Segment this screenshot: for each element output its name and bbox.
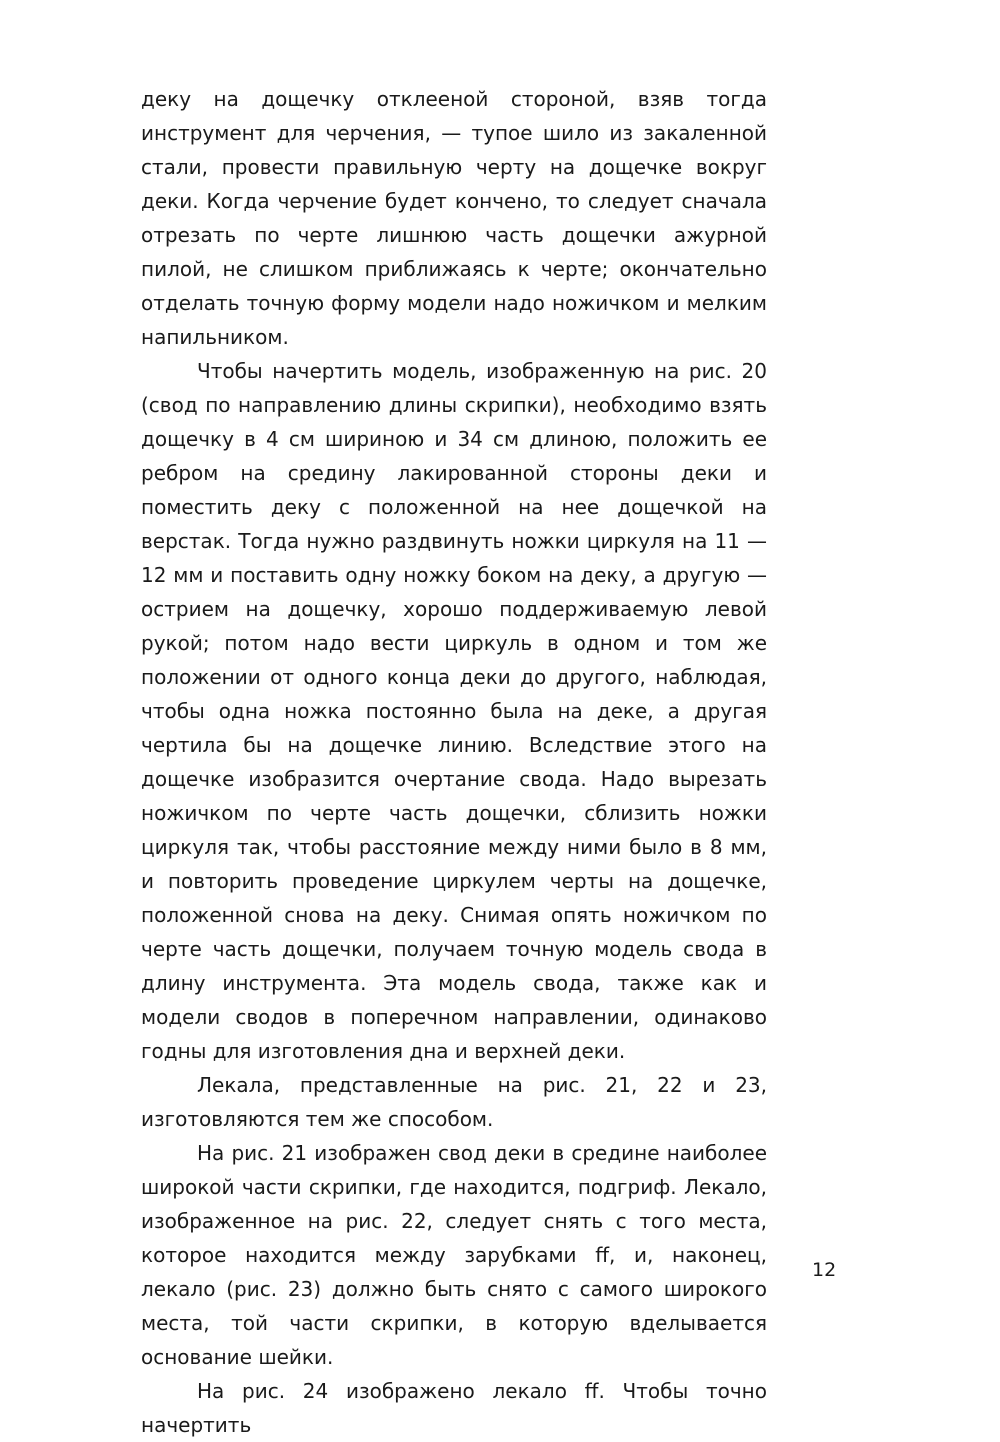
page-body: [141, 82, 767, 1442]
paragraph-4: На рис. 21 изображен свод деки в средине наиболее широкой части скрипки, где находится, подгриф. Лекало, изображенное на рис. 22, следует снять с того места, которое находится между зарубками ff, и, наконец, лекало (рис. 23) должно быть снято с самого широкого места, той части скрипки, в которую вделывается основание шейки.: [141, 1141, 767, 1369]
paragraph-1: деку на дощечку отклееной стороной, взяв тогда инструмент для черчения, — тупое шило из закаленной стали, провести правильную черту на дощечке вокруг деки. Когда черчение будет кончено, то следует сначала отрезать по черте лишнюю часть дощечки ажурной пилой, не слишком приближаясь к черте; окончательно отделать точную форму модели надо ножичком и мелким напильником.: [141, 87, 767, 349]
page-number: 12: [812, 1259, 837, 1281]
paragraph-2: Чтобы начертить модель, изображенную на рис. 20 (свод по направлению длины скрипки), необходимо взять дощечку в 4 см шириною и 34 см длиною, положить ее ребром на средину лакированной стороны деки и поместить деку с положенной на нее дощечкой на верстак. Тогда нужно раздвинуть ножки циркуля на 11 — 12 мм и поставить одну ножку боком на деку, а другую — острием на дощечку, хорошо поддерживаемую левой рукой; потом надо вести циркуль в одном и том же положении от одного конца деки до другого, наблюдая, чтобы одна ножка постоянно была на деке, а другая чертила бы на дощечке линию. Вследствие этого на дощечке изобразится очертание свода. Надо вырезать ножичком по черте часть дощечки, сблизить ножки циркуля так, чтобы расстояние между ними было в 8 мм, и повторить проведение циркулем черты на дощечке, положенной снова на деку. Снимая опять ножичком по черте часть дощечки, получаем точную модель свода в длину инструмента. Эта модель свода, также как и модели сводов в поперечном направлении, одинаково годны для изготовления дна и верхней деки.: [141, 359, 767, 1063]
paragraph-5: На рис. 24 изображено лекало ff. Чтобы точно начертить: [141, 1379, 767, 1437]
paragraph-3: Лекала, представленные на рис. 21, 22 и 23, изготовляются тем же способом.: [141, 1073, 767, 1131]
